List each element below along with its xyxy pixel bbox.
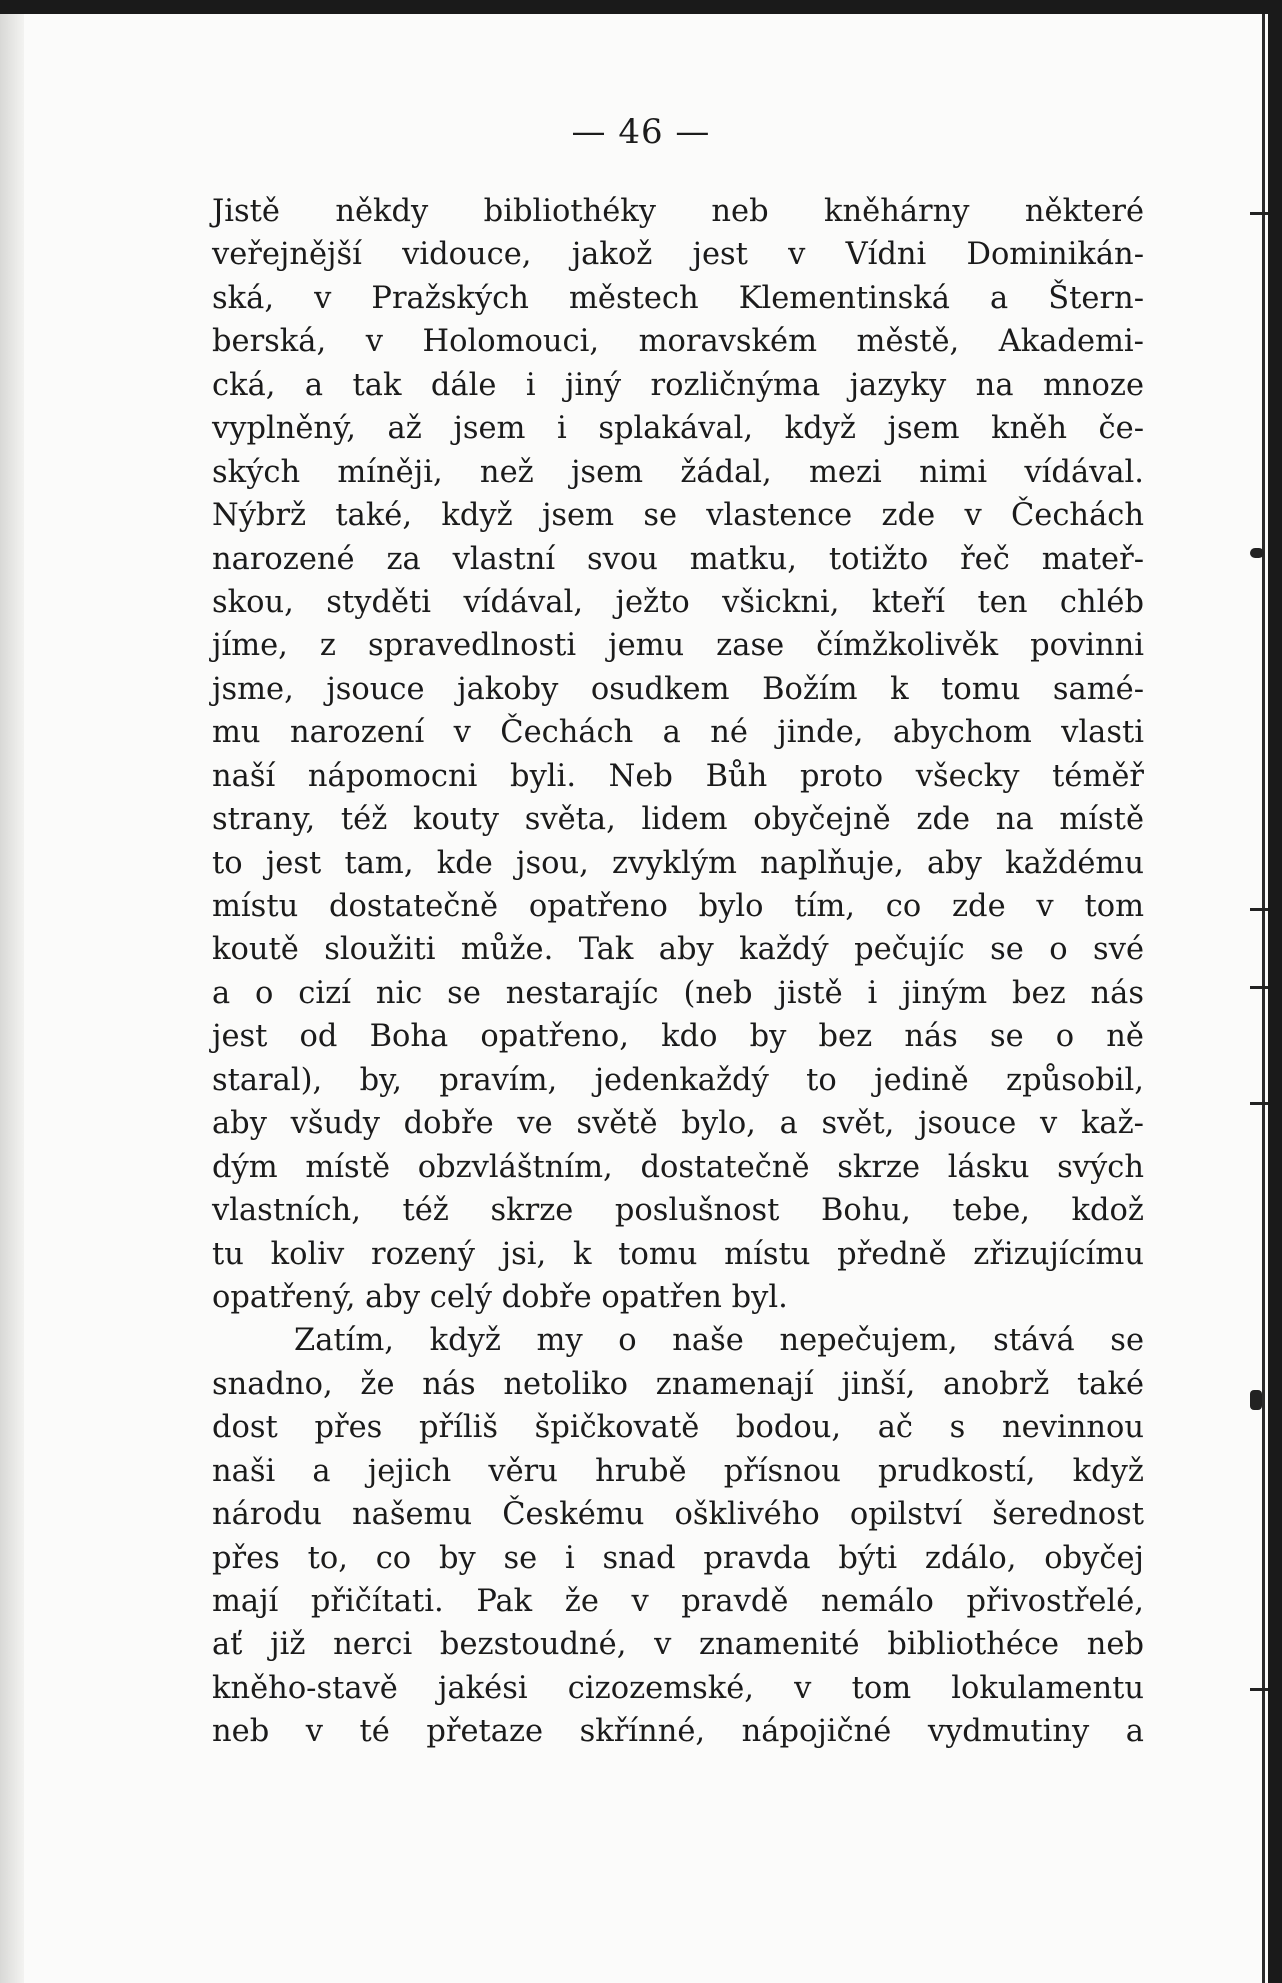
margin-mark (1250, 1390, 1262, 1410)
text-line: kněho-stavě jakési cizozemské, v tom lokulamentu (212, 1670, 1144, 1706)
text-line: Zatím, když my o naše nepečujem, stává se (294, 1323, 1144, 1359)
text-line: vyplněný, až jsem i splakával, když jsem kněh če- (212, 411, 1144, 447)
text-line: to jest tam, kde jsou, zvyklým naplňuje, aby každému (212, 845, 1144, 881)
text-line: mu narození v Čechách a né jinde, abychom vlasti (212, 715, 1144, 751)
text-line: veřejnější vidouce, jakož jest v Vídni Dominikán- (212, 237, 1144, 273)
text-line: jsme, jsouce jakoby osudkem Božím k tomu samé- (212, 671, 1144, 707)
text-line: místu dostatečně opatřeno bylo tím, co zde v tom (212, 889, 1144, 924)
margin-mark (1250, 986, 1268, 989)
scan-border-right (1268, 0, 1282, 1983)
paragraph (212, 1319, 1144, 1753)
text-line: neb v té přetaze skřínné, nápojičné vydmutiny a (212, 1714, 1144, 1750)
text-line: mají přičítati. Pak že v pravdě nemálo přivostřelé, (212, 1584, 1144, 1619)
text-line: strany, též kouty světa, lidem obyčejně zde na místě (212, 802, 1144, 838)
text-line: Jistě někdy bibliothéky neb kněhárny některé (212, 194, 1144, 229)
text-line: jest od Boha opatřeno, kdo by bez nás se o ně (212, 1019, 1144, 1055)
paragraph (212, 190, 1144, 1319)
text-line: tu koliv rozený jsi, k tomu místu předně zřizujícímu (212, 1236, 1144, 1272)
margin-mark (1250, 212, 1268, 215)
text-line: staral), by, pravím, jedenkaždý to jedině způsobil, (212, 1062, 1144, 1098)
text-line: cká, a tak dále i jiný rozličnýma jazyky na mnoze (212, 367, 1144, 403)
text-line: dým místě obzvláštním, dostatečně skrze lásku svých (212, 1149, 1144, 1185)
text-line: opatřený, aby celý dobře opatřen byl. (212, 1279, 788, 1315)
text-line: dost přes příliš špičkovatě bodou, ač s nevinnou (212, 1410, 1144, 1446)
page-number: — 46 — (571, 112, 711, 152)
text-line: Nýbrž také, když jsem se vlastence zde v Čechách (212, 498, 1144, 534)
body-text (212, 190, 1144, 1754)
scan-shadow-left (0, 0, 24, 1983)
text-line: národu našemu Českému ošklivého opilství šerednost (212, 1497, 1144, 1533)
text-line: přes to, co by se i snad pravda býti zdálo, obyčej (212, 1540, 1144, 1576)
text-line: narozené za vlastní svou matku, totižto řeč mateř- (212, 541, 1144, 577)
text-line: a o cizí nic se nestarajíc (neb jistě i jiným bez nás (212, 975, 1144, 1011)
text-line: ská, v Pražských městech Klementinská a Štern- (212, 280, 1144, 316)
margin-mark (1250, 1688, 1268, 1691)
text-line: snadno, že nás netoliko znamenají jinší, anobrž také (212, 1366, 1144, 1402)
margin-mark (1250, 1102, 1268, 1105)
text-line: ať již nerci bezstoudné, v znamenité bibliothéce neb (212, 1627, 1144, 1663)
text-line: vlastních, též skrze poslušnost Bohu, tebe, kdož (212, 1193, 1144, 1229)
text-line: naši a jejich věru hrubě přísnou prudkostí, když (212, 1453, 1144, 1489)
text-line: naší nápomocni byli. Neb Bůh proto všecky téměř (212, 758, 1144, 794)
text-line: ských míněji, než jsem žádal, mezi nimi vídával. (212, 454, 1144, 490)
margin-mark (1250, 908, 1268, 911)
text-line: koutě sloužiti může. Tak aby každý pečujíc se o své (212, 932, 1144, 968)
scan-border-top (0, 0, 1282, 14)
text-line: berská, v Holomouci, moravském městě, Akademi- (212, 324, 1144, 360)
text-line: skou, styděti vídával, ježto všickni, kteří ten chléb (212, 584, 1144, 620)
text-line: aby všudy dobře ve světě bylo, a svět, jsouce v kaž- (212, 1106, 1144, 1142)
text-line: jíme, z spravedlnosti jemu zase čímžkolivěk povinni (212, 628, 1144, 664)
margin-mark (1250, 548, 1264, 558)
